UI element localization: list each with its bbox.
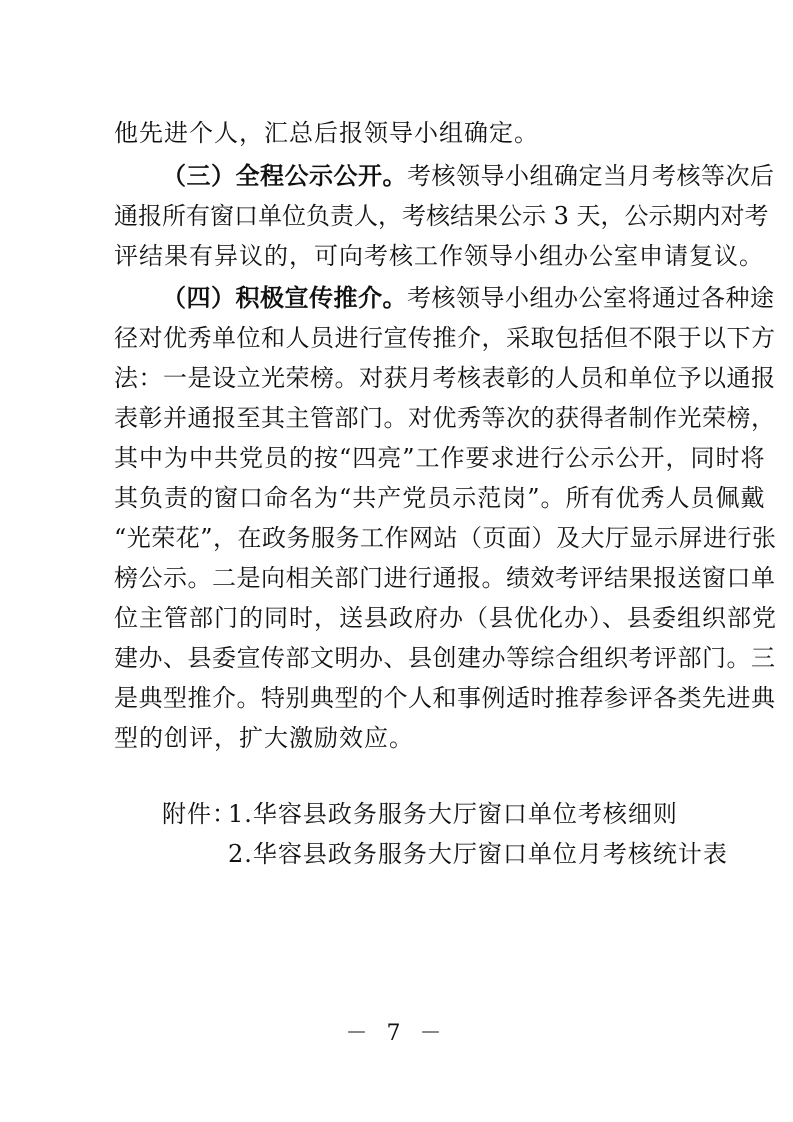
body-line: 通报所有窗口单位负责人，考核结果公示 3 天，公示期内对考 <box>114 202 769 230</box>
body-line: 型的创评，扩大激励效应。 <box>114 724 414 752</box>
body-line: 是典型推介。特别典型的个人和事例适时推荐参评各类先进典 <box>114 684 776 712</box>
body-line: 建办、县委宣传部文明办、县创建办等综合组织考评部门。三 <box>114 644 776 672</box>
body-line: 其负责的窗口命名为“共产党员示范岗”。所有优秀人员佩戴 <box>114 484 766 512</box>
page-number: － 7 － <box>345 1021 448 1046</box>
section-4-text: 考核领导小组办公室将通过各种途 <box>407 284 775 312</box>
section-4-heading: （四）积极宣传推介。 <box>162 284 407 312</box>
body-line: 法：一是设立光荣榜。对获月考核表彰的人员和单位予以通报 <box>114 364 776 392</box>
attachment-item-1: 1.华容县政务服务大厅窗口单位考核细则 <box>228 800 678 828</box>
body-line: 位主管部门的同时，送县政府办（县优化办）、县委组织部党 <box>114 604 777 632</box>
attachments-label: 附件： <box>162 800 237 828</box>
body-line: “光荣花”，在政务服务工作网站（页面）及大厅显示屏进行张 <box>114 524 777 552</box>
section-3-heading: （三）全程公示公开。 <box>162 162 407 190</box>
body-line: 其中为中共党员的按“四亮”工作要求进行公示公开，同时将 <box>114 444 766 472</box>
attachment-item-2: 2.华容县政务服务大厅窗口单位月考核统计表 <box>228 840 728 868</box>
section-3-text: 考核领导小组确定当月考核等次后 <box>407 162 775 190</box>
body-line: 表彰并通报至其主管部门。对优秀等次的获得者制作光荣榜， <box>114 404 776 432</box>
body-line: 榜公示。二是向相关部门进行通报。绩效考评结果报送窗口单 <box>114 564 776 592</box>
section-4-line-1 <box>162 283 775 313</box>
section-3-line-1 <box>162 161 775 191</box>
body-line: 他先进个人，汇总后报领导小组确定。 <box>114 119 539 147</box>
body-line: 径对优秀单位和人员进行宣传推介，采取包括但不限于以下方 <box>114 324 776 352</box>
body-line: 评结果有异议的，可向考核工作领导小组办公室申请复议。 <box>114 242 764 270</box>
